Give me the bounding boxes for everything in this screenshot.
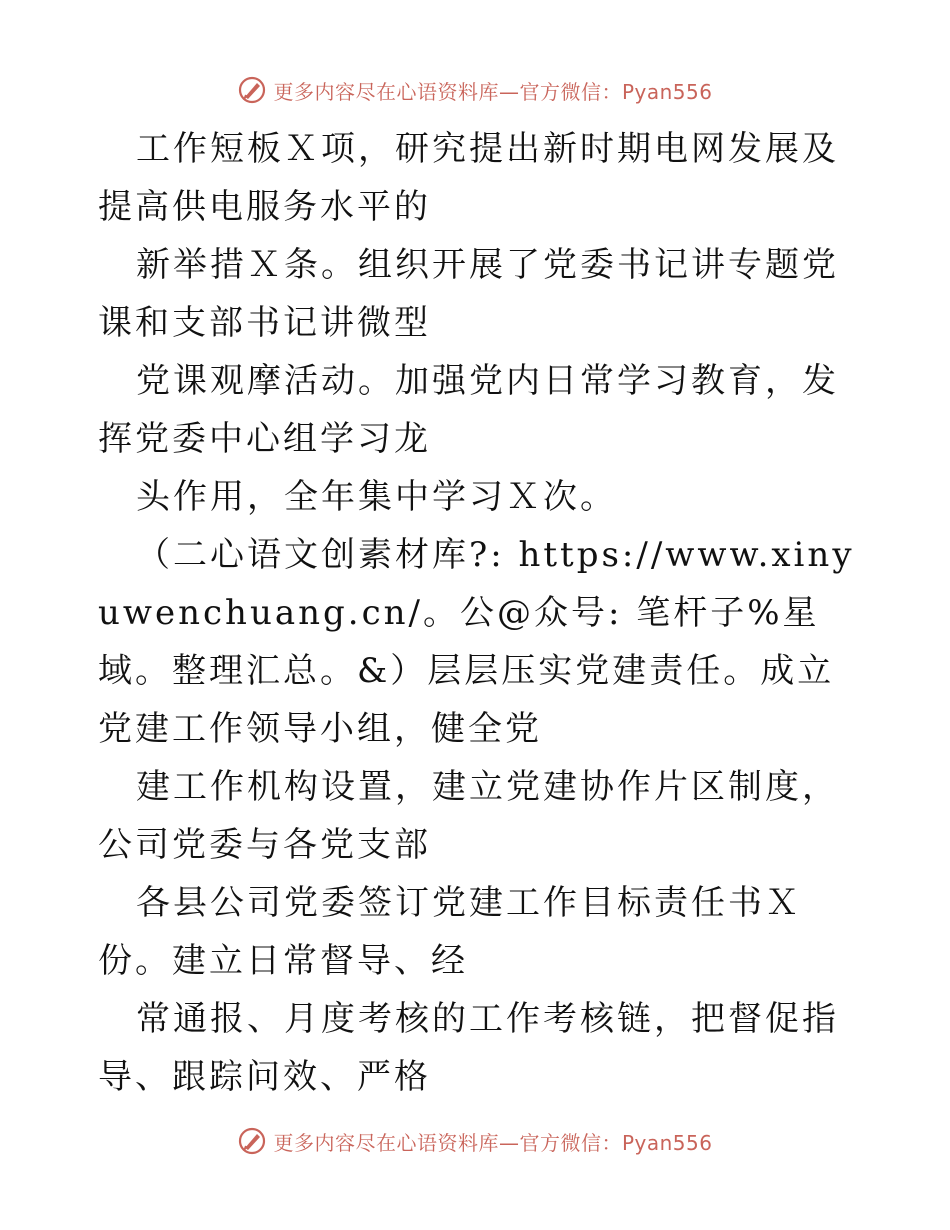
header-watermark — [0, 70, 950, 110]
feather-pen-logo-icon — [237, 1126, 267, 1156]
watermark-text: 更多内容尽在心语资料库—官方微信：Pyan556 — [273, 1130, 713, 1155]
feather-pen-logo-icon — [237, 75, 267, 105]
paragraph: 常通报、月度考核的工作考核链，把督促指导、跟踪问效、严格 — [98, 999, 839, 1097]
footer-watermark — [0, 1121, 950, 1161]
paragraph: 头作用，全年集中学习Ｘ次。 — [136, 477, 617, 517]
paragraph: 党课观摩活动。加强党内日常学习教育，发挥党委中心组学习龙 — [98, 361, 839, 459]
paragraph: 新举措Ｘ条。组织开展了党委书记讲专题党课和支部书记讲微型 — [98, 245, 839, 343]
paragraph: （二心语文创素材库?: https://www.xinyuwenchuang.cn/。公@众号: 笔杆子%星域。整理汇总。&）层层压实党建责任。成立党建工作领导小组，健全党 — [98, 535, 855, 749]
watermark-text: 更多内容尽在心语资料库—官方微信：Pyan556 — [273, 79, 713, 104]
paragraph: 建工作机构设置，建立党建协作片区制度，公司党委与各党支部 — [98, 767, 839, 865]
paragraph: 工作短板Ｘ项，研究提出新时期电网发展及提高供电服务水平的 — [98, 129, 839, 227]
document-body — [98, 120, 858, 1106]
paragraph: 各县公司党委签订党建工作目标责任书Ｘ份。建立日常督导、经 — [98, 883, 802, 981]
